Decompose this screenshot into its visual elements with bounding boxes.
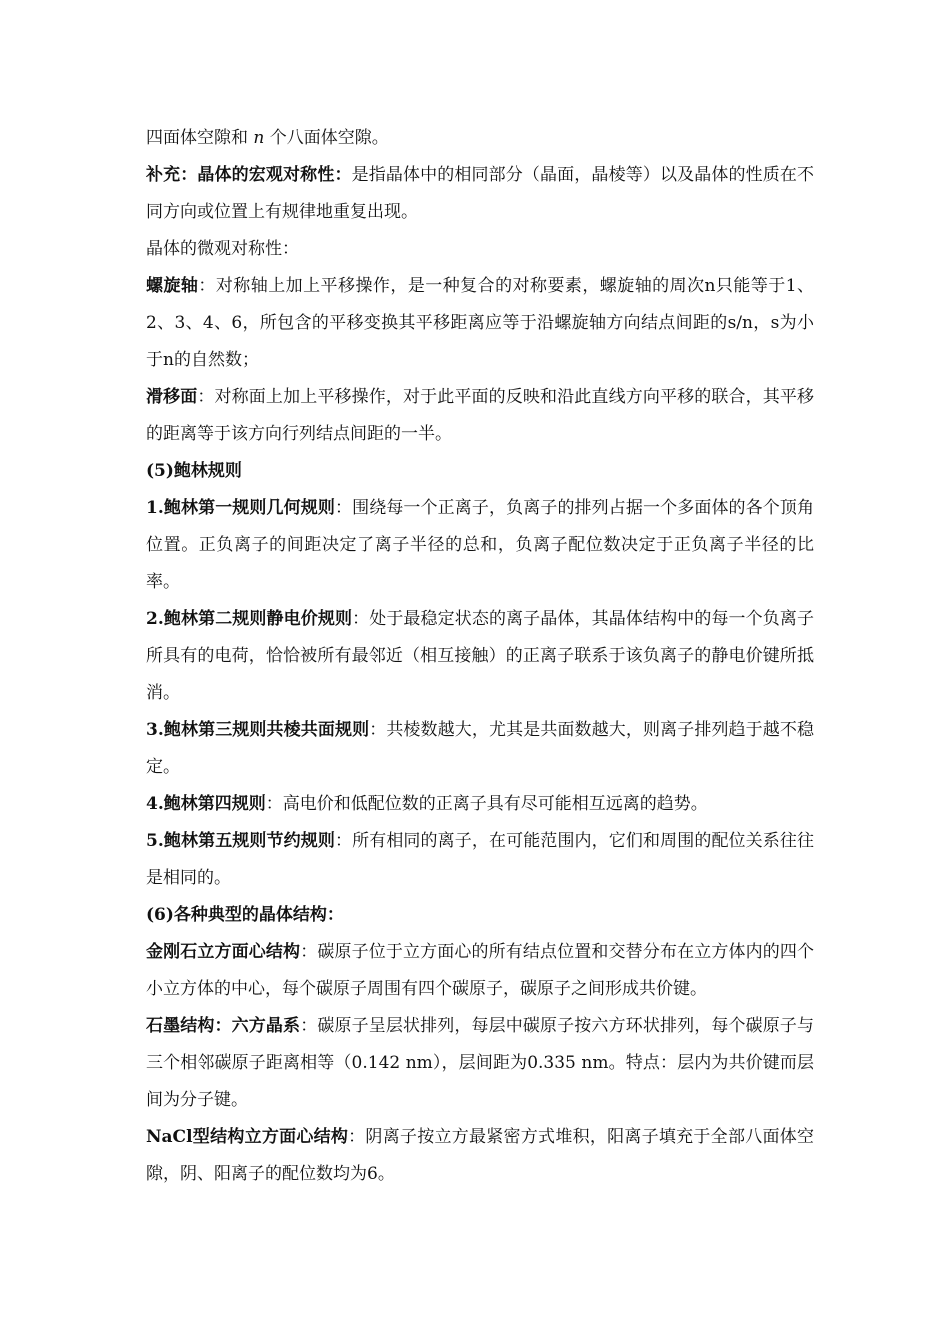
para-graphite <box>146 1008 814 1119</box>
para-micro-symmetry <box>146 231 814 268</box>
para-text: 晶体的微观对称性： <box>146 239 299 259</box>
para-text: ：高电价和低配位数的正离子具有尽可能相互远离的趋势。 <box>265 794 708 814</box>
para-text: 是指晶体中的相同部分（晶面，晶棱等）以及晶体的性质在不同方向或位置上有规律地重复出现。 <box>146 165 815 222</box>
heading-pauling-rules <box>146 453 814 490</box>
para-text: ：处于最稳定状态的离子晶体，其晶体结构中的每一个负离子所具有的电荷，恰恰被所有最邻近（相互接触）的正离子联系于该负离子的静电价键所抵消。 <box>146 609 815 703</box>
para-diamond <box>146 934 814 1008</box>
para-text: ：共棱数越大，尤其是共面数越大，则离子排列趋于越不稳定。 <box>146 720 814 777</box>
para-text-before: 四面体空隙和 <box>146 128 254 148</box>
heading-typical-structures <box>146 897 814 934</box>
para-bold-label: 螺旋轴 <box>146 276 199 296</box>
para-bold-label: 2.鲍林第二规则静电价规则 <box>146 609 353 629</box>
para-macro-symmetry <box>146 157 814 231</box>
para-screw-axis <box>146 268 814 379</box>
para-bold-label: 补充：晶体的宏观对称性： <box>146 165 352 185</box>
para-glide-plane <box>146 379 814 453</box>
para-text: 个八面体空隙。 <box>264 128 389 148</box>
para-bold-label: NaCl型结构立方面心结构 <box>146 1127 349 1147</box>
para-bold-label: 滑移面 <box>146 387 198 407</box>
para-bold-label: 金刚石立方面心结构 <box>146 942 301 962</box>
para-text: ：所有相同的离子，在可能范围内，它们和周围的配位关系往往是相同的。 <box>146 831 815 888</box>
para-voids-intro <box>146 120 814 157</box>
para-bold-label: 3.鲍林第三规则共棱共面规则 <box>146 720 370 740</box>
para-pauling-rule-1 <box>146 490 814 601</box>
para-pauling-rule-2 <box>146 601 814 712</box>
para-bold-label: 1.鲍林第一规则几何规则 <box>146 498 335 518</box>
para-bold-label: 5.鲍林第五规则节约规则 <box>146 831 335 851</box>
para-text: ：围绕每一个正离子，负离子的排列占据一个多面体的各个顶角位置。正负离子的间距决定了离子半径的总和，负离子配位数决定于正负离子半径的比率。 <box>146 498 815 592</box>
para-text: ：对称面上加上平移操作，对于此平面的反映和沿此直线方向平移的联合，其平移的距离等于该方向行列结点间距的一半。 <box>146 387 815 444</box>
para-bold-label: 4.鲍林第四规则 <box>146 794 266 814</box>
para-bold-label: 石墨结构：六方晶系 <box>146 1016 301 1036</box>
variable-n: n <box>253 128 265 148</box>
section-heading: (6)各种典型的晶体结构： <box>146 905 344 925</box>
para-text: ：碳原子呈层状排列，每层中碳原子按六方环状排列，每个碳原子与三个相邻碳原子距离相等（0.142 nm），层间距为0.335 nm。特点：层内为共价键而层间为分子键。 <box>146 1016 815 1110</box>
document-body <box>146 120 814 1193</box>
para-text: ：碳原子位于立方面心的所有结点位置和交替分布在立方体内的四个小立方体的中心，每个碳原子周围有四个碳原子，碳原子之间形成共价键。 <box>146 942 815 999</box>
para-text: ：对称轴上加上平移操作，是一种复合的对称要素，螺旋轴的周次n只能等于1、2、3、4、6，所包含的平移变换其平移距离应等于沿螺旋轴方向结点间距的s/n，s为小于n的自然数； <box>146 276 815 370</box>
para-pauling-rule-4 <box>146 786 814 823</box>
para-nacl <box>146 1119 814 1193</box>
section-heading: (5)鲍林规则 <box>146 461 242 481</box>
para-pauling-rule-5 <box>146 823 814 897</box>
para-pauling-rule-3 <box>146 712 814 786</box>
para-text: ：阴离子按立方最紧密方式堆积，阳离子填充于全部八面体空隙，阴、阳离子的配位数均为6。 <box>146 1127 814 1184</box>
